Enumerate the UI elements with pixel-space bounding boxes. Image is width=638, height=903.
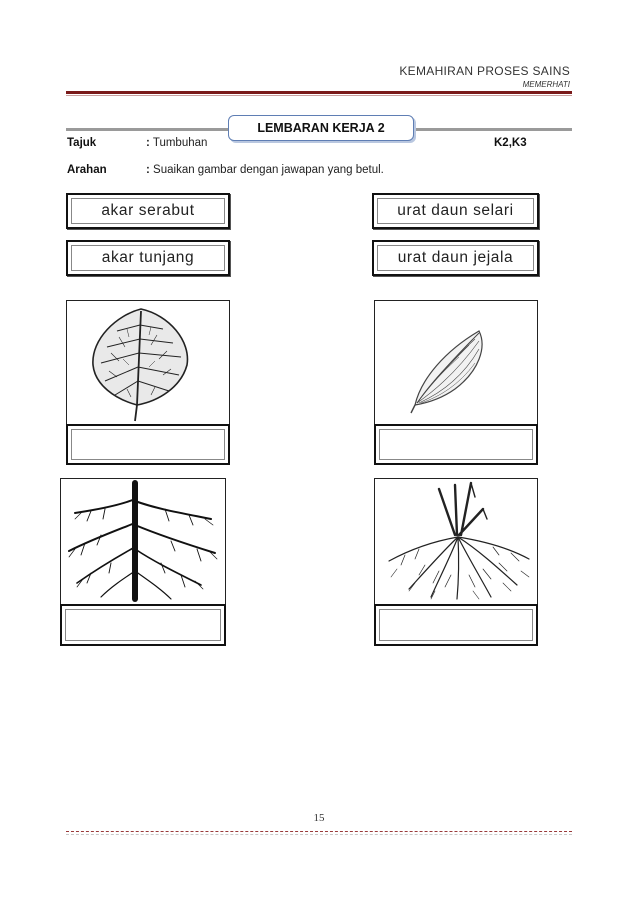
header-title: KEMAHIRAN PROSES SAINS: [399, 64, 570, 78]
answer-slot-inner-border: [65, 609, 221, 641]
answer-box-akar-serabut[interactable]: [66, 193, 230, 229]
tajuk-value: Tumbuhan: [152, 137, 208, 149]
answer-box-urat-daun-selari[interactable]: [372, 193, 539, 229]
tajuk-colon: :: [146, 137, 150, 149]
header-rule: [66, 91, 572, 94]
answer-label: urat daun selari: [397, 202, 514, 219]
answer-label: urat daun jejala: [397, 249, 514, 266]
arahan-value: Suaikan gambar dengan jawapan yang betul.: [153, 164, 384, 176]
tajuk-field: [146, 137, 207, 149]
answer-slot-2[interactable]: [374, 424, 538, 465]
picture-frame-taproot: [60, 478, 226, 606]
picture-frame-fibrous-root: [374, 478, 538, 606]
taproot-icon: [61, 479, 225, 605]
answer-box-urat-daun-jejala[interactable]: [372, 240, 539, 276]
header-subtitle: MEMERHATI: [522, 80, 570, 89]
parallel-vein-leaf-icon: [375, 301, 537, 425]
footer-rule: [66, 831, 572, 832]
picture-frame-leaf-net: [66, 300, 230, 426]
answer-slot-4[interactable]: [374, 604, 538, 646]
arahan-colon: :: [146, 164, 150, 176]
answer-label: akar serabut: [101, 202, 195, 219]
net-vein-leaf-icon: [67, 301, 229, 425]
answer-slot-inner-border: [71, 429, 225, 460]
picture-frame-leaf-parallel: [374, 300, 538, 426]
arahan-label: Arahan: [67, 164, 107, 176]
fibrous-root-icon: [375, 479, 537, 605]
answer-slot-inner-border: [379, 609, 533, 641]
answer-label: akar tunjang: [101, 249, 195, 266]
answer-slot-3[interactable]: [60, 604, 226, 646]
answer-slot-1[interactable]: [66, 424, 230, 465]
skill-code: K2,K3: [494, 137, 527, 149]
header-rule-thin: [66, 95, 572, 96]
tajuk-label: Tajuk: [67, 137, 97, 149]
page-number: 15: [313, 812, 325, 824]
footer-rule-secondary: [66, 834, 572, 835]
arahan-field: [146, 164, 384, 176]
answer-slot-inner-border: [379, 429, 533, 460]
answer-box-akar-tunjang[interactable]: [66, 240, 230, 276]
worksheet-title: LEMBARAN KERJA 2: [228, 115, 414, 141]
